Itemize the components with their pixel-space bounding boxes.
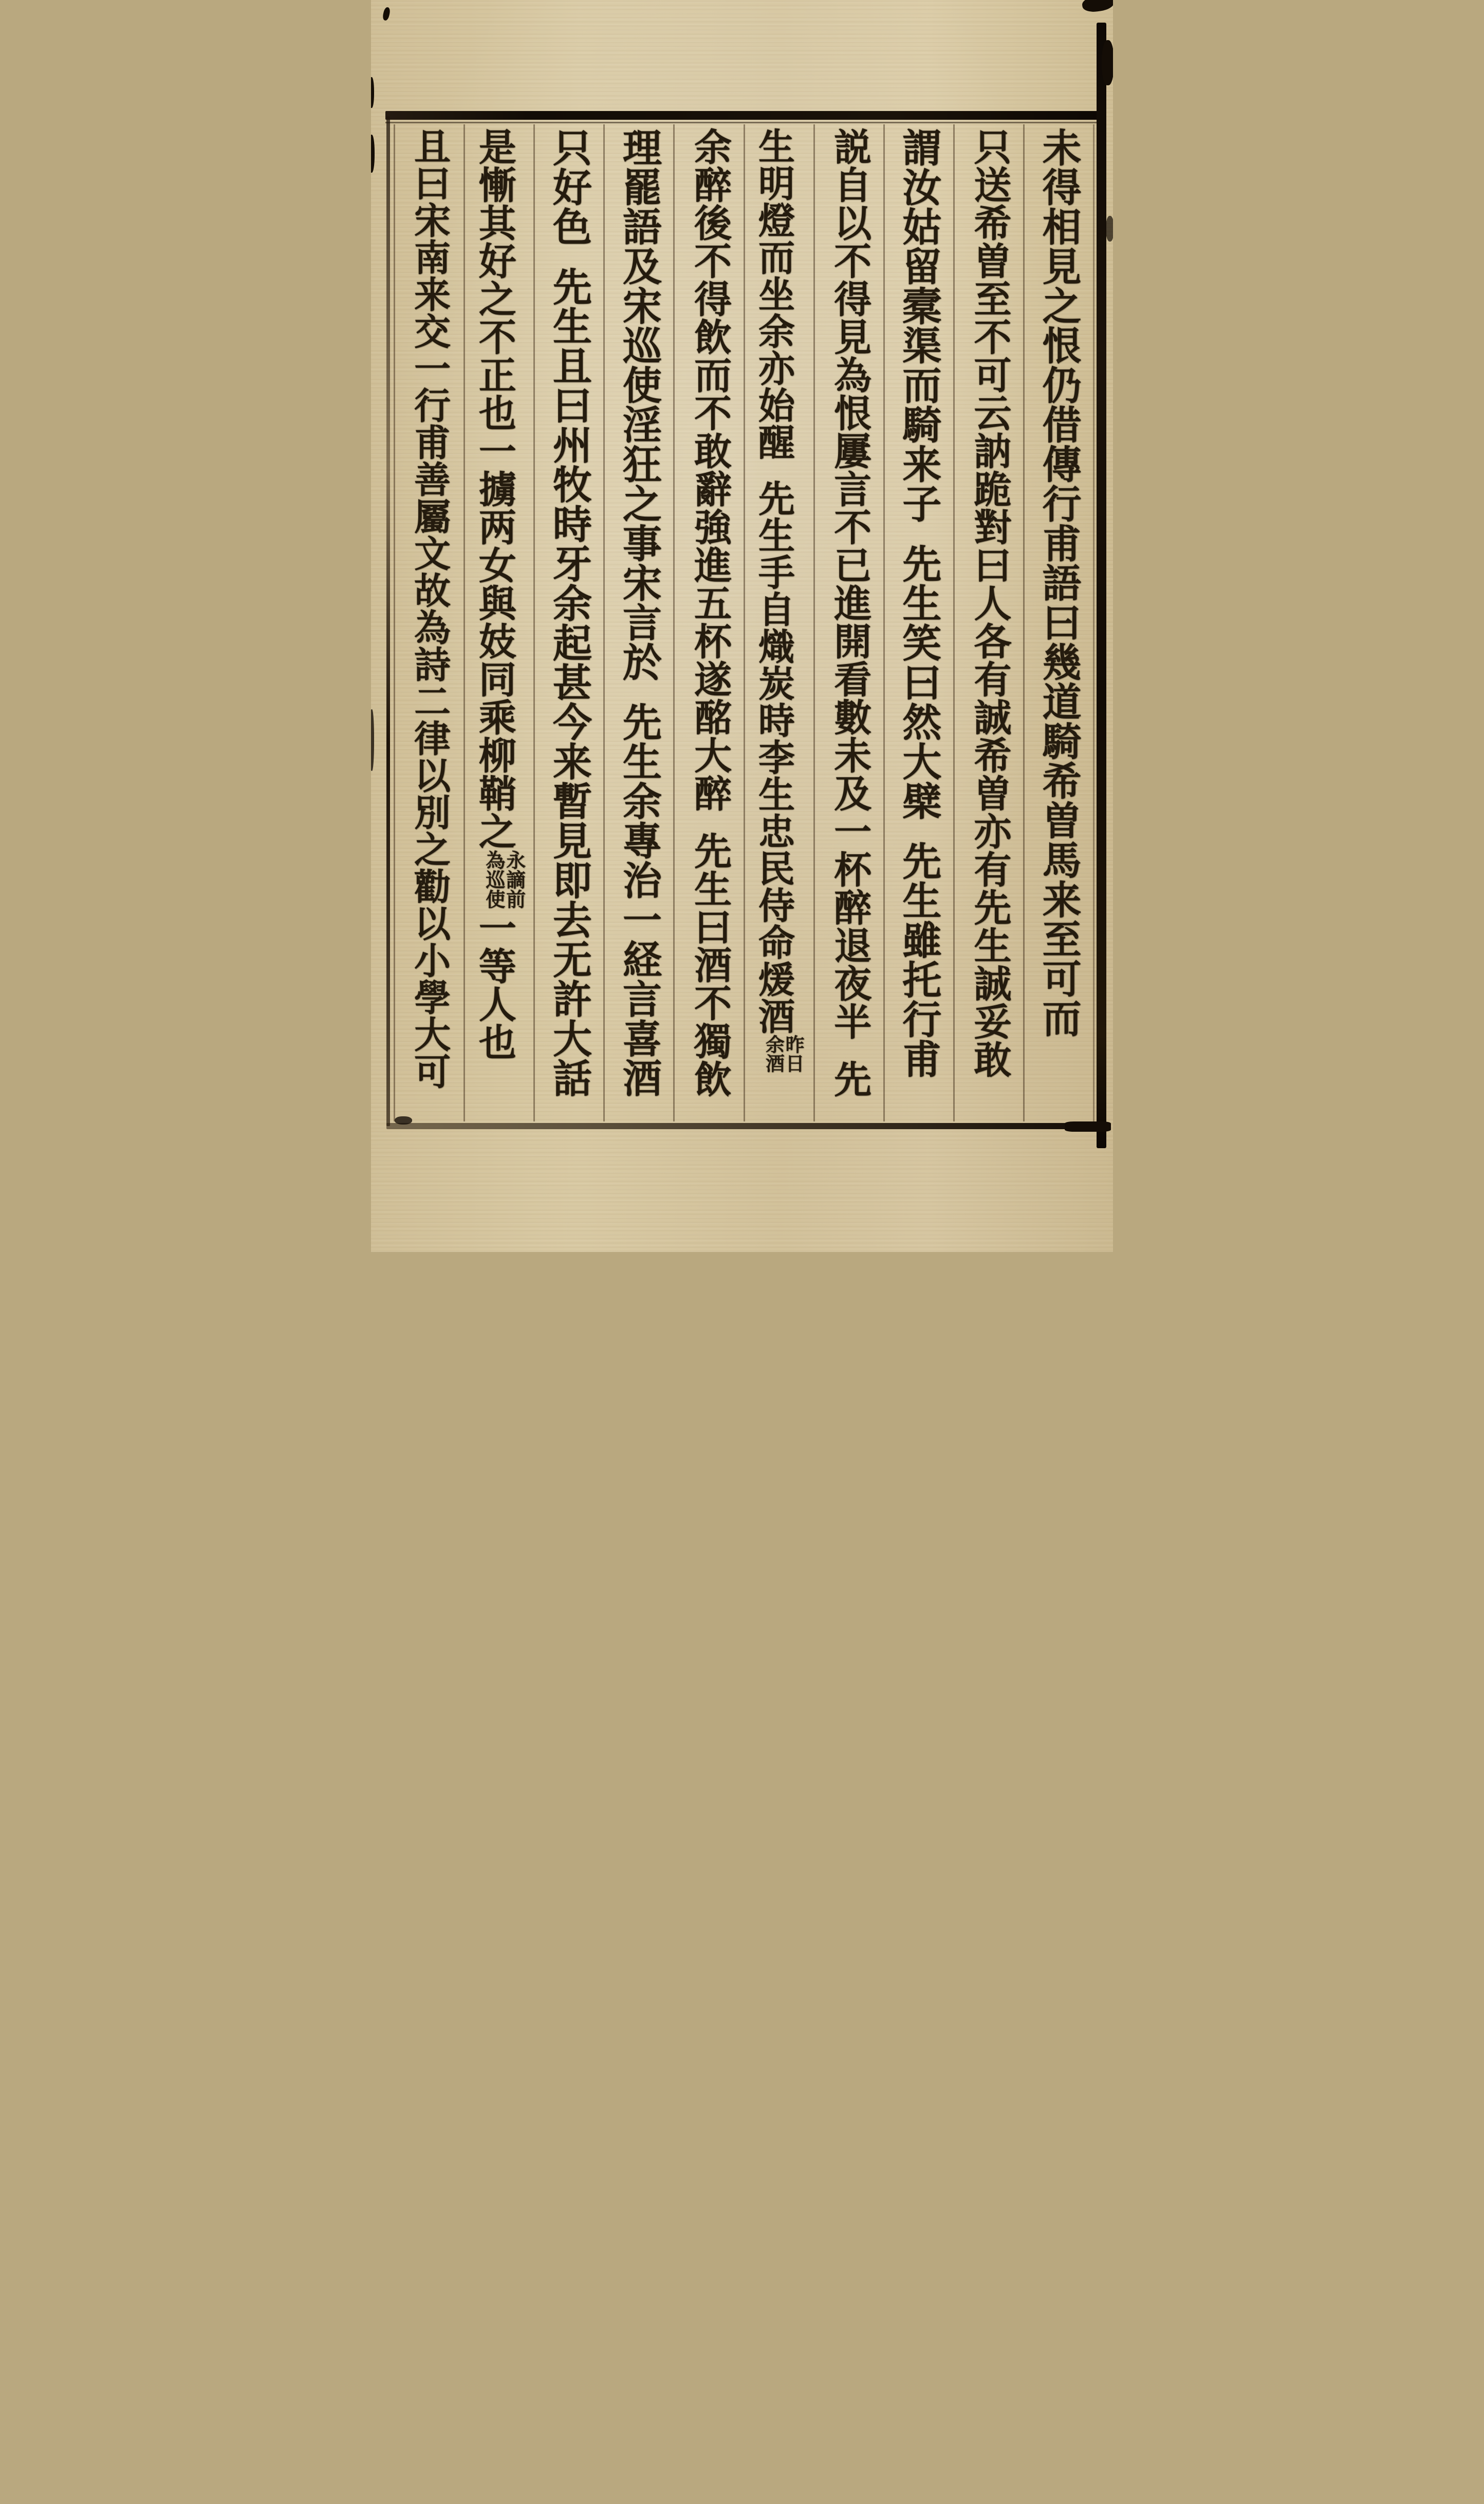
column-text <box>616 127 662 1121</box>
honorific-space <box>849 1040 850 1060</box>
column-text <box>827 127 872 1121</box>
text-run: 先生手自熾炭時李生忠民侍命煖酒 <box>752 479 796 1035</box>
column-text <box>896 127 942 1121</box>
honorific-space <box>568 246 569 267</box>
text-run: 理罷語及宋巡使淫狂之事宋言於 <box>616 127 662 682</box>
scan-artifact <box>1065 1121 1111 1132</box>
honorific-space <box>773 461 774 480</box>
text-run: 一等人也 <box>472 908 516 1061</box>
text-column-2 <box>953 124 1023 1121</box>
text-run: 是慚其好之不正也一擄两女與妓同乘柳鞘之 <box>472 127 516 850</box>
book-page <box>371 0 1113 1252</box>
note-left-line: 余酒 <box>762 1034 785 1073</box>
column-text <box>1035 127 1082 1121</box>
scan-artifact <box>1102 40 1113 85</box>
text-run: 余醉後不得飲而不敢辭強進五杯遂酩大醉 <box>687 127 732 812</box>
text-run: 先生且曰州牧時牙余起甚今来暫見即去无許大話 <box>546 266 592 1098</box>
honorific-space <box>638 682 639 702</box>
text-run: 先生笑曰然大檗 <box>896 543 942 821</box>
column-text <box>474 127 525 1121</box>
column-text <box>967 127 1012 1121</box>
text-column-5 <box>744 124 813 1121</box>
scan-artifact <box>371 709 374 771</box>
interlinear-note <box>484 850 525 909</box>
text-column-4 <box>813 124 883 1121</box>
note-left-line: 為巡使 <box>482 850 506 909</box>
text-run: 先生雖托行甫 <box>896 841 942 1079</box>
column-text <box>687 127 732 1121</box>
text-run: 謂汝姑留槖渠而騎来子 <box>896 127 942 523</box>
honorific-space <box>918 523 919 544</box>
text-run: 且曰宋南来交一行甫善屬文故為詩二律以別之勸以小學大可 <box>408 127 452 1090</box>
text-column-3 <box>883 124 953 1121</box>
scan-artifact <box>395 1116 412 1125</box>
scan-artifact <box>1106 216 1113 242</box>
text-column-9 <box>463 124 533 1121</box>
scan-artifact <box>371 135 375 173</box>
text-run: 生明燈而坐余亦始醒 <box>752 127 796 461</box>
text-block <box>394 124 1095 1121</box>
scan-artifact <box>382 7 391 21</box>
text-column-7 <box>603 124 673 1121</box>
frame-left-border <box>386 116 390 1126</box>
frame-top-border <box>385 111 1106 120</box>
note-right-line: 永謫前 <box>503 850 526 909</box>
text-run: 先生余專治一経言喜酒 <box>616 702 662 1098</box>
text-column-6 <box>673 124 743 1121</box>
text-run: 説自以不得見為恨屢言不已進開看數未及一杯醉退夜半 <box>827 127 872 1040</box>
column-text <box>546 127 592 1121</box>
frame-right-border <box>1097 23 1106 1148</box>
honorific-space <box>918 821 919 841</box>
frame-bottom-border <box>386 1123 1101 1129</box>
honorific-space <box>709 812 710 832</box>
column-text <box>408 127 452 1121</box>
text-column-8 <box>533 124 603 1121</box>
text-run: 未得相見之恨仍借傳行甫語曰幾道騎希曽馬来至可而 <box>1035 127 1082 1038</box>
text-run: 先 <box>827 1059 872 1098</box>
scan-artifact <box>371 77 374 108</box>
text-run: 只好色 <box>546 127 592 246</box>
text-column-10 <box>394 124 463 1121</box>
text-run: 只送希曽至不可云訥跪對曰人各有誠希曽亦有先生誠妥敢 <box>967 127 1012 1078</box>
column-text <box>752 127 805 1121</box>
note-right-line: 昨日 <box>782 1034 805 1073</box>
text-run: 先生曰酒不獨飲 <box>687 831 732 1098</box>
interlinear-note <box>764 1035 804 1073</box>
scan-artifact <box>1081 0 1113 13</box>
text-column-1 <box>1023 124 1095 1121</box>
